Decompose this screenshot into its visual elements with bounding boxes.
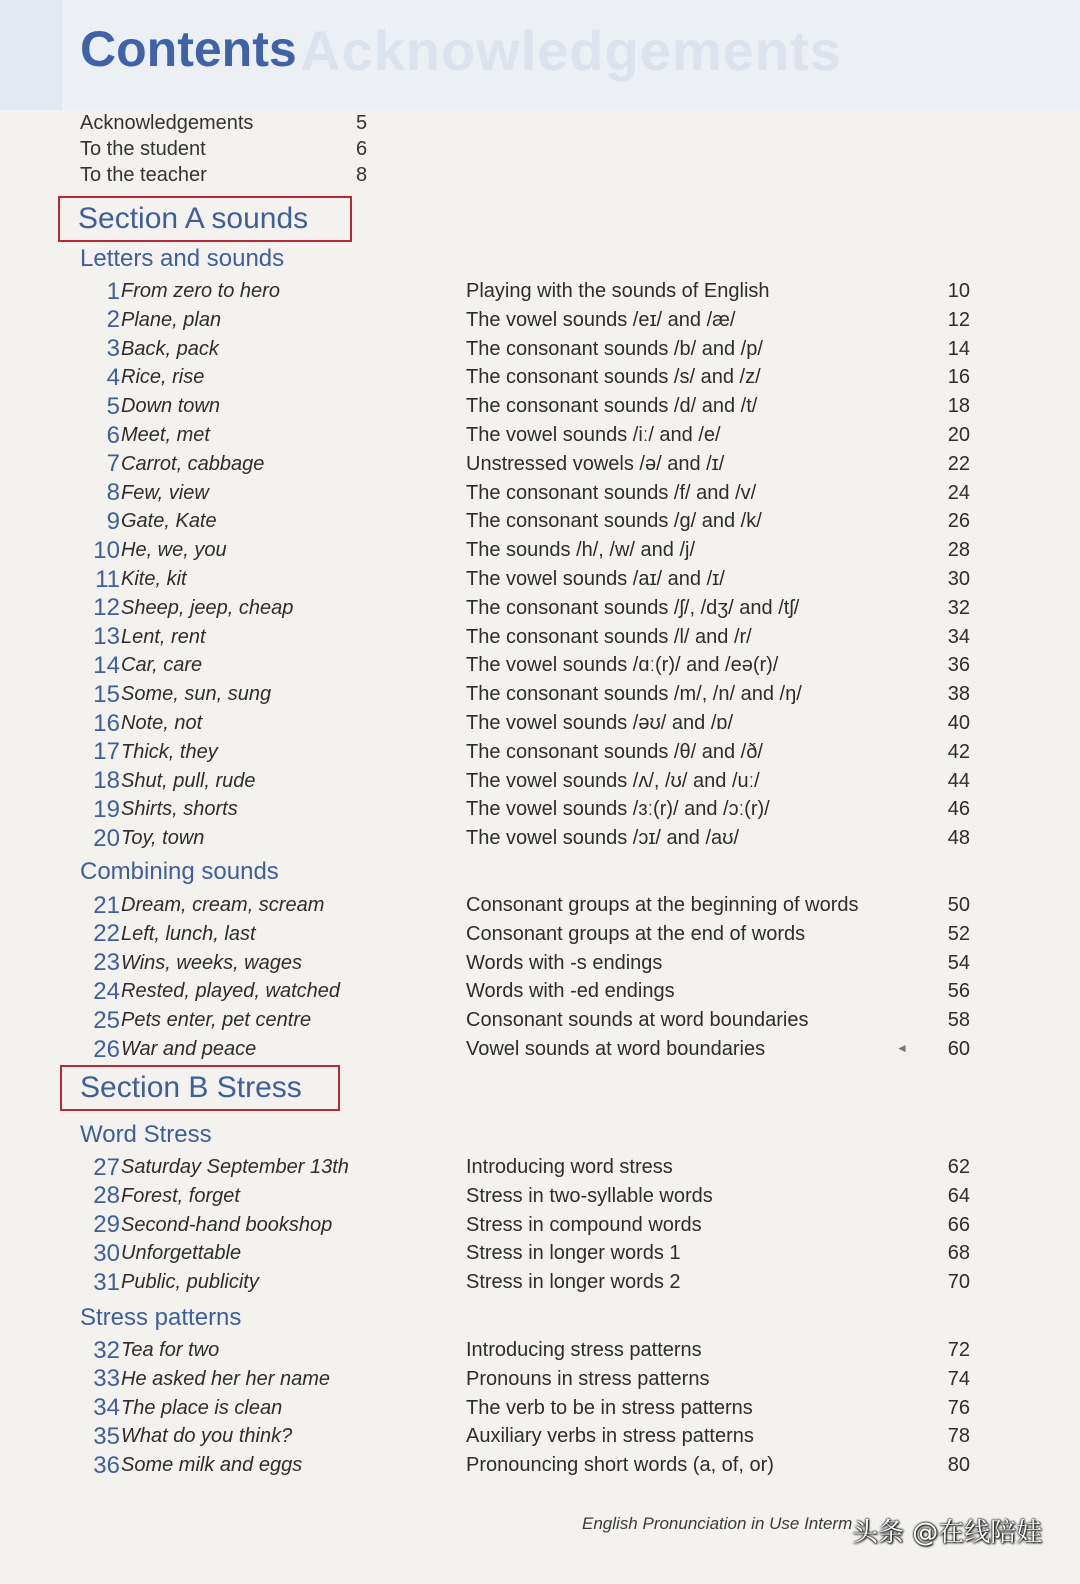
unit-topic: Consonant groups at the end of words: [466, 922, 806, 945]
front-matter-label: To the teacher: [80, 163, 207, 186]
unit-page-number: 36: [947, 654, 970, 677]
unit-topic: The verb to be in stress patterns: [466, 1396, 753, 1419]
unit-title: He, we, you: [121, 539, 227, 562]
unit-page-number: 74: [947, 1367, 970, 1390]
unit-topic: The vowel sounds /ɜː(r)/ and /ɔː(r)/: [466, 798, 770, 821]
unit-number: 11: [95, 565, 120, 593]
unit-number: 27: [93, 1153, 120, 1181]
unit-topic: The vowel sounds /ɔɪ/ and /aʊ/: [466, 827, 740, 850]
unit-row[interactable]: [80, 651, 970, 680]
unit-number: 10: [93, 536, 120, 564]
unit-row[interactable]: [80, 1006, 970, 1035]
unit-page-number: 68: [947, 1242, 970, 1265]
unit-row[interactable]: [80, 450, 970, 479]
unit-page-number: 62: [947, 1156, 970, 1178]
unit-number: 3: [106, 335, 120, 363]
unit-row[interactable]: [80, 335, 970, 364]
unit-topic: Words with -ed endings: [466, 980, 675, 1003]
unit-topic: The consonant sounds /f/ and /v/: [466, 481, 757, 504]
unit-page-number: 26: [947, 510, 970, 533]
top-tab: [0, 0, 62, 110]
unit-number: 19: [93, 795, 120, 823]
unit-page-number: 70: [947, 1271, 970, 1294]
unit-row[interactable]: [80, 306, 970, 335]
unit-row[interactable]: [80, 507, 970, 536]
unit-number: 21: [93, 891, 120, 919]
unit-number: 28: [93, 1182, 120, 1210]
unit-page-number: 52: [947, 922, 970, 945]
unit-number: 17: [93, 738, 120, 766]
unit-row[interactable]: [80, 767, 970, 796]
unit-topic: Consonant groups at the beginning of words: [466, 894, 859, 916]
unit-row[interactable]: [80, 738, 970, 767]
unit-title: Plane, plan: [121, 308, 222, 331]
unit-title: Few, view: [121, 481, 209, 504]
unit-page-number: 66: [947, 1213, 970, 1236]
unit-topic: The vowel sounds /ɑː(r)/ and /eə(r)/: [466, 654, 779, 677]
unit-number: 23: [93, 949, 120, 977]
unit-topic: Stress in compound words: [466, 1213, 702, 1236]
unit-number: 24: [93, 977, 120, 1005]
unit-number: 4: [106, 363, 120, 391]
unit-title: Shut, pull, rude: [121, 769, 256, 792]
unit-topic: Stress in longer words 2: [466, 1271, 681, 1294]
unit-title: Carrot, cabbage: [121, 452, 265, 475]
unit-title: Car, care: [121, 654, 203, 677]
unit-topic: The consonant sounds /g/ and /k/: [466, 510, 762, 533]
unit-topic: Playing with the sounds of English: [466, 280, 770, 302]
unit-page-number: 40: [947, 712, 970, 734]
unit-page-number: 34: [947, 625, 970, 648]
unit-topic: Stress in longer words 1: [466, 1242, 681, 1265]
unit-number: 13: [93, 623, 120, 651]
section-a-heading: Section A sounds: [58, 196, 352, 242]
unit-number: 22: [93, 920, 120, 948]
unit-topic: The consonant sounds /θ/ and /ð/: [466, 740, 763, 763]
unit-row[interactable]: [80, 709, 970, 738]
unit-page-number: 22: [947, 452, 970, 475]
unit-row[interactable]: [80, 277, 970, 306]
unit-topic: Pronouncing short words (a, of, or): [466, 1454, 774, 1477]
unit-page-number: 54: [947, 951, 970, 974]
unit-page-number: 64: [947, 1184, 970, 1207]
front-matter-item[interactable]: [80, 136, 380, 162]
unit-title: Rice, rise: [121, 366, 205, 389]
unit-page-number: 38: [947, 683, 970, 706]
unit-row[interactable]: [80, 623, 970, 652]
unit-number: 36: [93, 1451, 120, 1479]
small-arrow-icon: ◄: [896, 1041, 908, 1055]
unit-row[interactable]: [80, 594, 970, 623]
unit-topic: The vowel sounds /iː/ and /e/: [466, 424, 721, 446]
unit-title: From zero to hero: [121, 280, 280, 302]
unit-topic: Unstressed vowels /ə/ and /ɪ/: [466, 452, 725, 475]
unit-title: Note, not: [121, 712, 203, 734]
unit-row[interactable]: [80, 392, 970, 421]
unit-page-number: 48: [947, 827, 970, 850]
unit-page-number: 56: [947, 980, 970, 1003]
unit-number: 32: [93, 1336, 120, 1364]
unit-title: Lent, rent: [121, 625, 206, 648]
unit-topic: Consonant sounds at word boundaries: [466, 1009, 809, 1032]
unit-title: Toy, town: [121, 827, 205, 850]
unit-row[interactable]: [80, 1336, 970, 1365]
ghost-title: Acknowledgements: [300, 19, 842, 82]
unit-number: 1: [106, 277, 120, 305]
unit-page-number: 16: [947, 366, 970, 389]
unit-topic: Vowel sounds at word boundaries: [466, 1038, 766, 1060]
unit-page-number: 58: [947, 1009, 970, 1032]
unit-topic: Introducing word stress: [466, 1156, 673, 1178]
unit-title: Meet, met: [121, 424, 210, 446]
unit-title: The place is clean: [121, 1396, 283, 1419]
front-matter-page: 5: [356, 111, 368, 134]
front-matter-label: To the student: [80, 137, 206, 160]
unit-row[interactable]: [80, 1365, 970, 1394]
letters-sounds-heading: Letters and sounds: [80, 245, 285, 272]
unit-topic: Pronouns in stress patterns: [466, 1367, 710, 1390]
unit-title: Saturday September 13th: [121, 1156, 349, 1178]
unit-row[interactable]: [80, 920, 970, 949]
unit-row[interactable]: [80, 1451, 970, 1480]
unit-page-number: 50: [947, 894, 970, 916]
unit-page-number: 42: [947, 740, 970, 763]
unit-row[interactable]: [80, 795, 970, 824]
unit-number: 33: [93, 1365, 120, 1393]
unit-title: Kite, kit: [121, 568, 187, 590]
unit-page-number: 28: [947, 539, 970, 562]
unit-page-number: 12: [947, 308, 970, 331]
unit-row[interactable]: [80, 680, 970, 709]
unit-row[interactable]: [80, 1394, 970, 1423]
front-matter-label: Acknowledgements: [80, 111, 254, 134]
unit-title: Dream, cream, scream: [121, 894, 325, 916]
unit-topic: Auxiliary verbs in stress patterns: [466, 1425, 754, 1448]
unit-number: 7: [106, 450, 120, 478]
unit-topic: Introducing stress patterns: [466, 1339, 702, 1361]
unit-number: 34: [93, 1394, 120, 1422]
unit-page-number: 30: [947, 568, 970, 590]
unit-row[interactable]: [80, 421, 970, 450]
unit-page-number: 24: [947, 481, 970, 504]
unit-topic: The consonant sounds /d/ and /t/: [466, 395, 758, 418]
unit-row[interactable]: [80, 977, 970, 1006]
unit-topic: The vowel sounds /əʊ/ and /ɒ/: [466, 712, 734, 734]
unit-topic: The consonant sounds /b/ and /p/: [466, 337, 763, 360]
unit-row[interactable]: [80, 363, 970, 392]
unit-title: He asked her her name: [121, 1367, 331, 1390]
unit-page-number: 32: [947, 596, 970, 619]
unit-row[interactable]: [80, 1268, 970, 1297]
unit-page-number: 20: [947, 424, 970, 446]
unit-title: Rested, played, watched: [121, 980, 341, 1003]
unit-row[interactable]: [80, 891, 970, 920]
watermark-text: 头条 @在线陪娃: [852, 1518, 1043, 1548]
unit-title: Tea for two: [121, 1339, 220, 1361]
unit-topic: The vowel sounds /eɪ/ and /æ/: [466, 308, 736, 331]
unit-page-number: 78: [947, 1425, 970, 1448]
front-matter-page: 8: [356, 163, 368, 186]
page-title: Contents: [80, 21, 297, 77]
front-matter-item[interactable]: [80, 162, 380, 188]
unit-number: 20: [93, 824, 120, 852]
unit-page-number: 72: [947, 1339, 970, 1361]
unit-row[interactable]: [80, 536, 970, 565]
unit-topic: Words with -s endings: [466, 951, 663, 974]
unit-row[interactable]: [80, 1182, 970, 1211]
unit-row[interactable]: [80, 1211, 970, 1240]
unit-title: Thick, they: [121, 740, 218, 763]
unit-row[interactable]: [80, 824, 970, 853]
unit-number: 14: [93, 651, 120, 679]
unit-number: 29: [93, 1211, 120, 1239]
unit-topic: The vowel sounds /ʌ/, /ʊ/ and /uː/: [466, 769, 760, 792]
unit-title: What do you think?: [121, 1425, 293, 1448]
unit-number: 2: [106, 306, 120, 334]
unit-row[interactable]: [80, 1239, 970, 1268]
unit-title: Forest, forget: [121, 1184, 240, 1207]
section-b-heading: Section B Stress: [60, 1065, 340, 1111]
unit-title: Down town: [121, 395, 220, 418]
unit-title: Shirts, shorts: [121, 798, 238, 821]
unit-number: 8: [106, 479, 120, 507]
unit-topic: The vowel sounds /aɪ/ and /ɪ/: [466, 568, 725, 590]
unit-title: Back, pack: [121, 337, 219, 360]
unit-row[interactable]: [80, 1422, 970, 1451]
front-matter-item[interactable]: [80, 110, 380, 136]
unit-number: 31: [93, 1268, 120, 1296]
unit-number: 12: [93, 594, 120, 622]
unit-number: 5: [106, 392, 120, 420]
unit-number: 35: [93, 1422, 120, 1450]
unit-row[interactable]: [80, 565, 970, 594]
unit-page-number: 44: [947, 769, 970, 792]
unit-title: Second-hand bookshop: [121, 1213, 333, 1236]
unit-topic: The sounds /h/, /w/ and /j/: [466, 539, 696, 562]
unit-title: Wins, weeks, wages: [121, 951, 302, 974]
stress-patterns-heading: Stress patterns: [80, 1304, 242, 1331]
unit-page-number: 14: [947, 337, 970, 360]
unit-number: 30: [93, 1239, 120, 1267]
unit-topic: Stress in two-syllable words: [466, 1184, 713, 1207]
unit-title: War and peace: [121, 1038, 257, 1060]
unit-row[interactable]: [80, 1035, 970, 1064]
unit-title: Sheep, jeep, cheap: [121, 596, 294, 619]
footer-book-title: English Pronunciation in Use Interm: [582, 1514, 853, 1533]
unit-title: Unforgettable: [121, 1242, 242, 1265]
unit-title: Pets enter, pet centre: [121, 1009, 312, 1032]
unit-page-number: 46: [947, 798, 970, 821]
unit-topic: The consonant sounds /s/ and /z/: [466, 366, 761, 389]
unit-title: Gate, Kate: [121, 510, 217, 533]
unit-title: Public, publicity: [121, 1271, 259, 1294]
unit-title: Some milk and eggs: [121, 1454, 303, 1477]
unit-row[interactable]: [80, 949, 970, 978]
unit-number: 9: [106, 507, 120, 535]
front-matter-page: 6: [356, 137, 368, 160]
unit-number: 15: [93, 680, 120, 708]
unit-page-number: 60: [947, 1038, 970, 1060]
unit-topic: The consonant sounds /l/ and /r/: [466, 625, 752, 648]
unit-page-number: 76: [947, 1396, 970, 1419]
unit-page-number: 10: [947, 280, 970, 302]
unit-row[interactable]: [80, 1153, 970, 1182]
unit-topic: The consonant sounds /m/, /n/ and /ŋ/: [466, 683, 802, 706]
unit-row[interactable]: [80, 479, 970, 508]
unit-number: 18: [93, 767, 120, 795]
front-matter-list: [80, 110, 380, 188]
unit-title: Some, sun, sung: [121, 683, 272, 706]
unit-title: Left, lunch, last: [121, 922, 256, 945]
word-stress-heading: Word Stress: [80, 1121, 212, 1148]
unit-number: 25: [93, 1006, 120, 1034]
unit-number: 16: [93, 709, 120, 737]
combining-sounds-heading: Combining sounds: [80, 858, 279, 885]
unit-page-number: 18: [947, 395, 970, 418]
unit-page-number: 80: [947, 1454, 970, 1477]
unit-number: 26: [93, 1035, 120, 1063]
unit-number: 6: [106, 421, 120, 449]
unit-topic: The consonant sounds /ʃ/, /dʒ/ and /tʃ/: [466, 596, 800, 619]
